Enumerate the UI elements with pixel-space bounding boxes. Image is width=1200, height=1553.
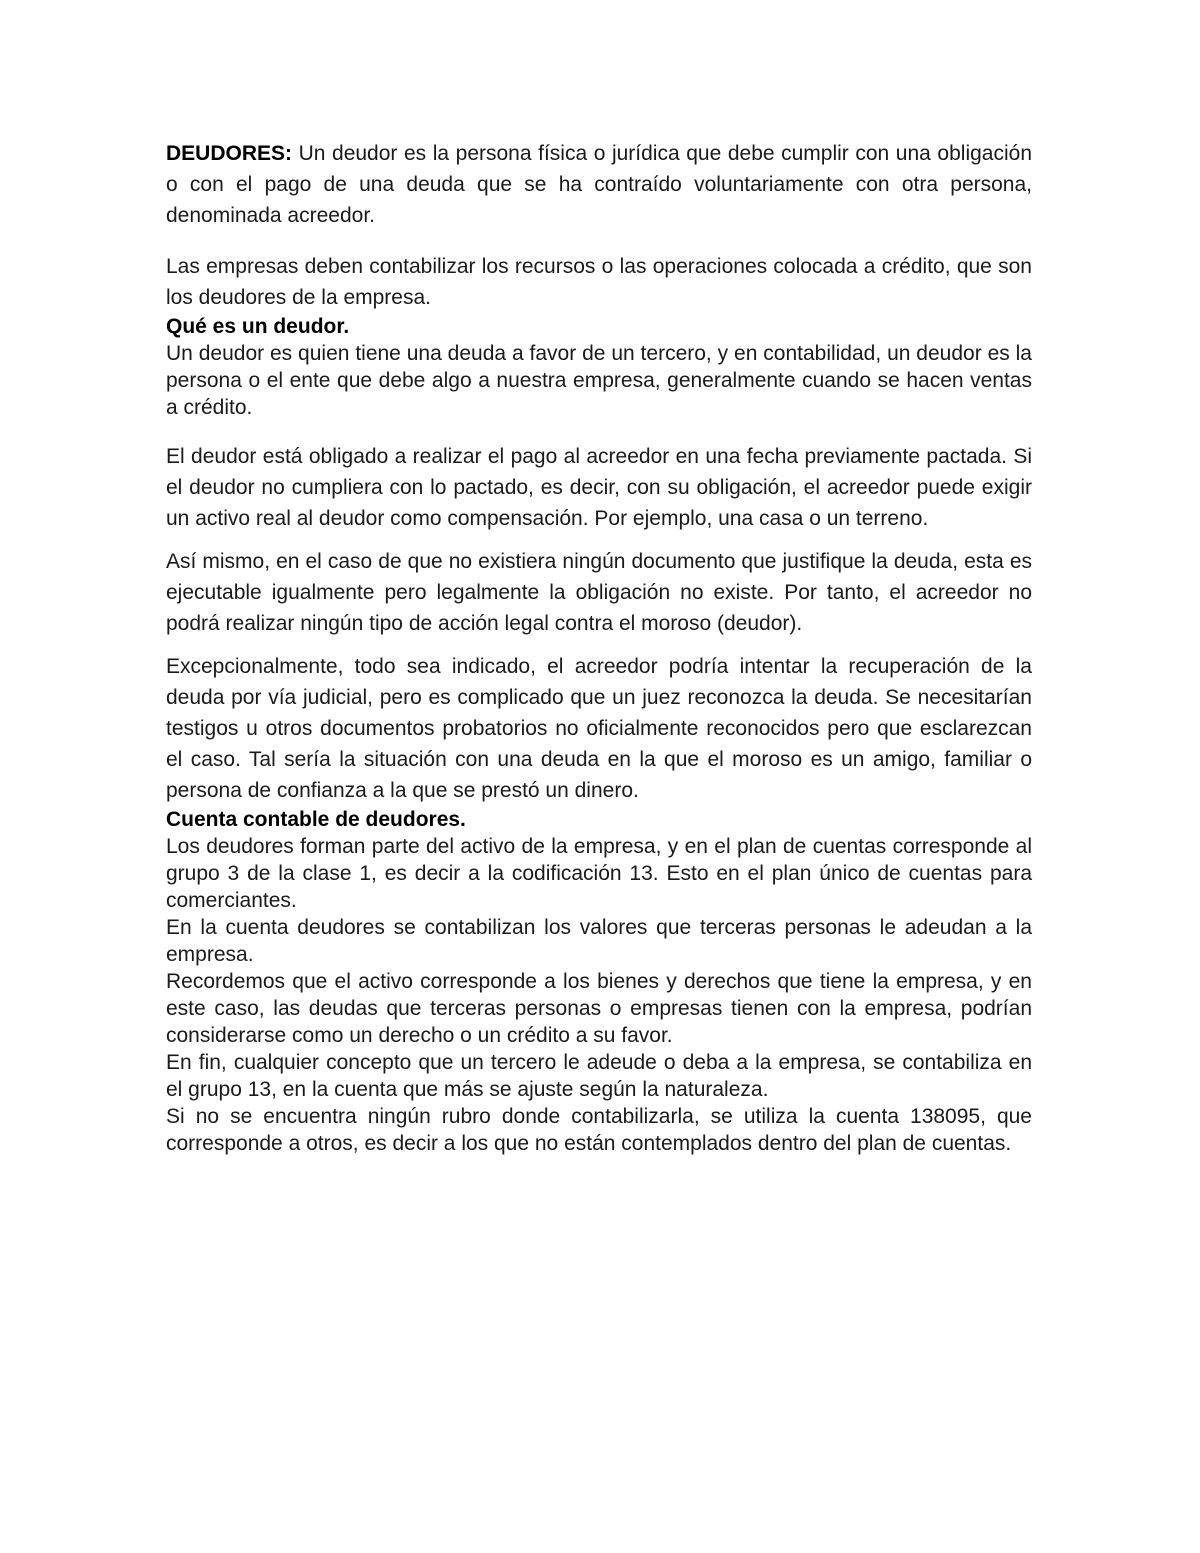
intro-lead-text: Un deudor es la persona física o jurídica que debe cumplir con una obligación o con el pago de una deuda que se ha contraído voluntariamente con otra persona, denominada acreedor. <box>166 142 1032 227</box>
section2-paragraph-2: En la cuenta deudores se contabilizan los valores que terceras personas le adeudan a la empresa. <box>166 916 1032 966</box>
section2-paragraph-3: Recordemos que el activo corresponde a los bienes y derechos que tiene la empresa, y en este caso, las deudas que terceras personas o empresas tienen con la empresa, podrían considerarse como un derecho o un crédito a su favor. <box>166 970 1032 1047</box>
section1-paragraph-1: Un deudor es quien tiene una deuda a favor de un tercero, y en contabilidad, un deudor es la persona o el ente que debe algo a nuestra empresa, generalmente cuando se hacen ventas a crédito. <box>166 342 1032 419</box>
intro-paragraph-2: Las empresas deben contabilizar los recursos o las operaciones colocada a crédito, que son los deudores de la empresa. <box>166 255 1032 309</box>
document-page <box>166 138 1032 1157</box>
section2-paragraph-1: Los deudores forman parte del activo de la empresa, y en el plan de cuentas corresponde al grupo 3 de la clase 1, es decir a la codificación 13. Esto en el plan único de cuentas para comerciantes. <box>166 835 1032 912</box>
section-heading-cuenta-contable: Cuenta contable de deudores. <box>166 808 466 831</box>
section1-paragraph-4: Excepcionalmente, todo sea indicado, el acreedor podría intentar la recuperación de la deuda por vía judicial, pero es complicado que un juez reconozca la deuda. Se necesitarían testigos u otros documentos probatorios no oficialmente reconocidos pero que esclarezcan el caso. Tal sería la situación con una deuda en la que el moroso es un amigo, familiar o persona de confianza a la que se prestó un dinero. <box>166 655 1032 802</box>
intro-lead-term: DEUDORES: <box>166 142 293 165</box>
section2-paragraph-4: En fin, cualquier concepto que un tercero le adeude o deba a la empresa, se contabiliza en el grupo 13, en la cuenta que más se ajuste según la naturaleza. <box>166 1051 1032 1101</box>
section2-paragraph-5: Si no se encuentra ningún rubro donde contabilizarla, se utiliza la cuenta 138095, que corresponde a otros, es decir a los que no están contemplados dentro del plan de cuentas. <box>166 1105 1032 1155</box>
intro-paragraph <box>166 138 1032 231</box>
section1-paragraph-2: El deudor está obligado a realizar el pago al acreedor en una fecha previamente pactada. Si el deudor no cumpliera con lo pactado, es decir, con su obligación, el acreedor puede exigir un activo real al deudor como compensación. Por ejemplo, una casa o un terreno. <box>166 445 1032 530</box>
section-heading-que-es-un-deudor: Qué es un deudor. <box>166 315 350 338</box>
section1-paragraph-3: Así mismo, en el caso de que no existiera ningún documento que justifique la deuda, esta es ejecutable igualmente pero legalmente la obligación no existe. Por tanto, el acreedor no podrá realizar ningún tipo de acción legal contra el moroso (deudor). <box>166 550 1032 635</box>
